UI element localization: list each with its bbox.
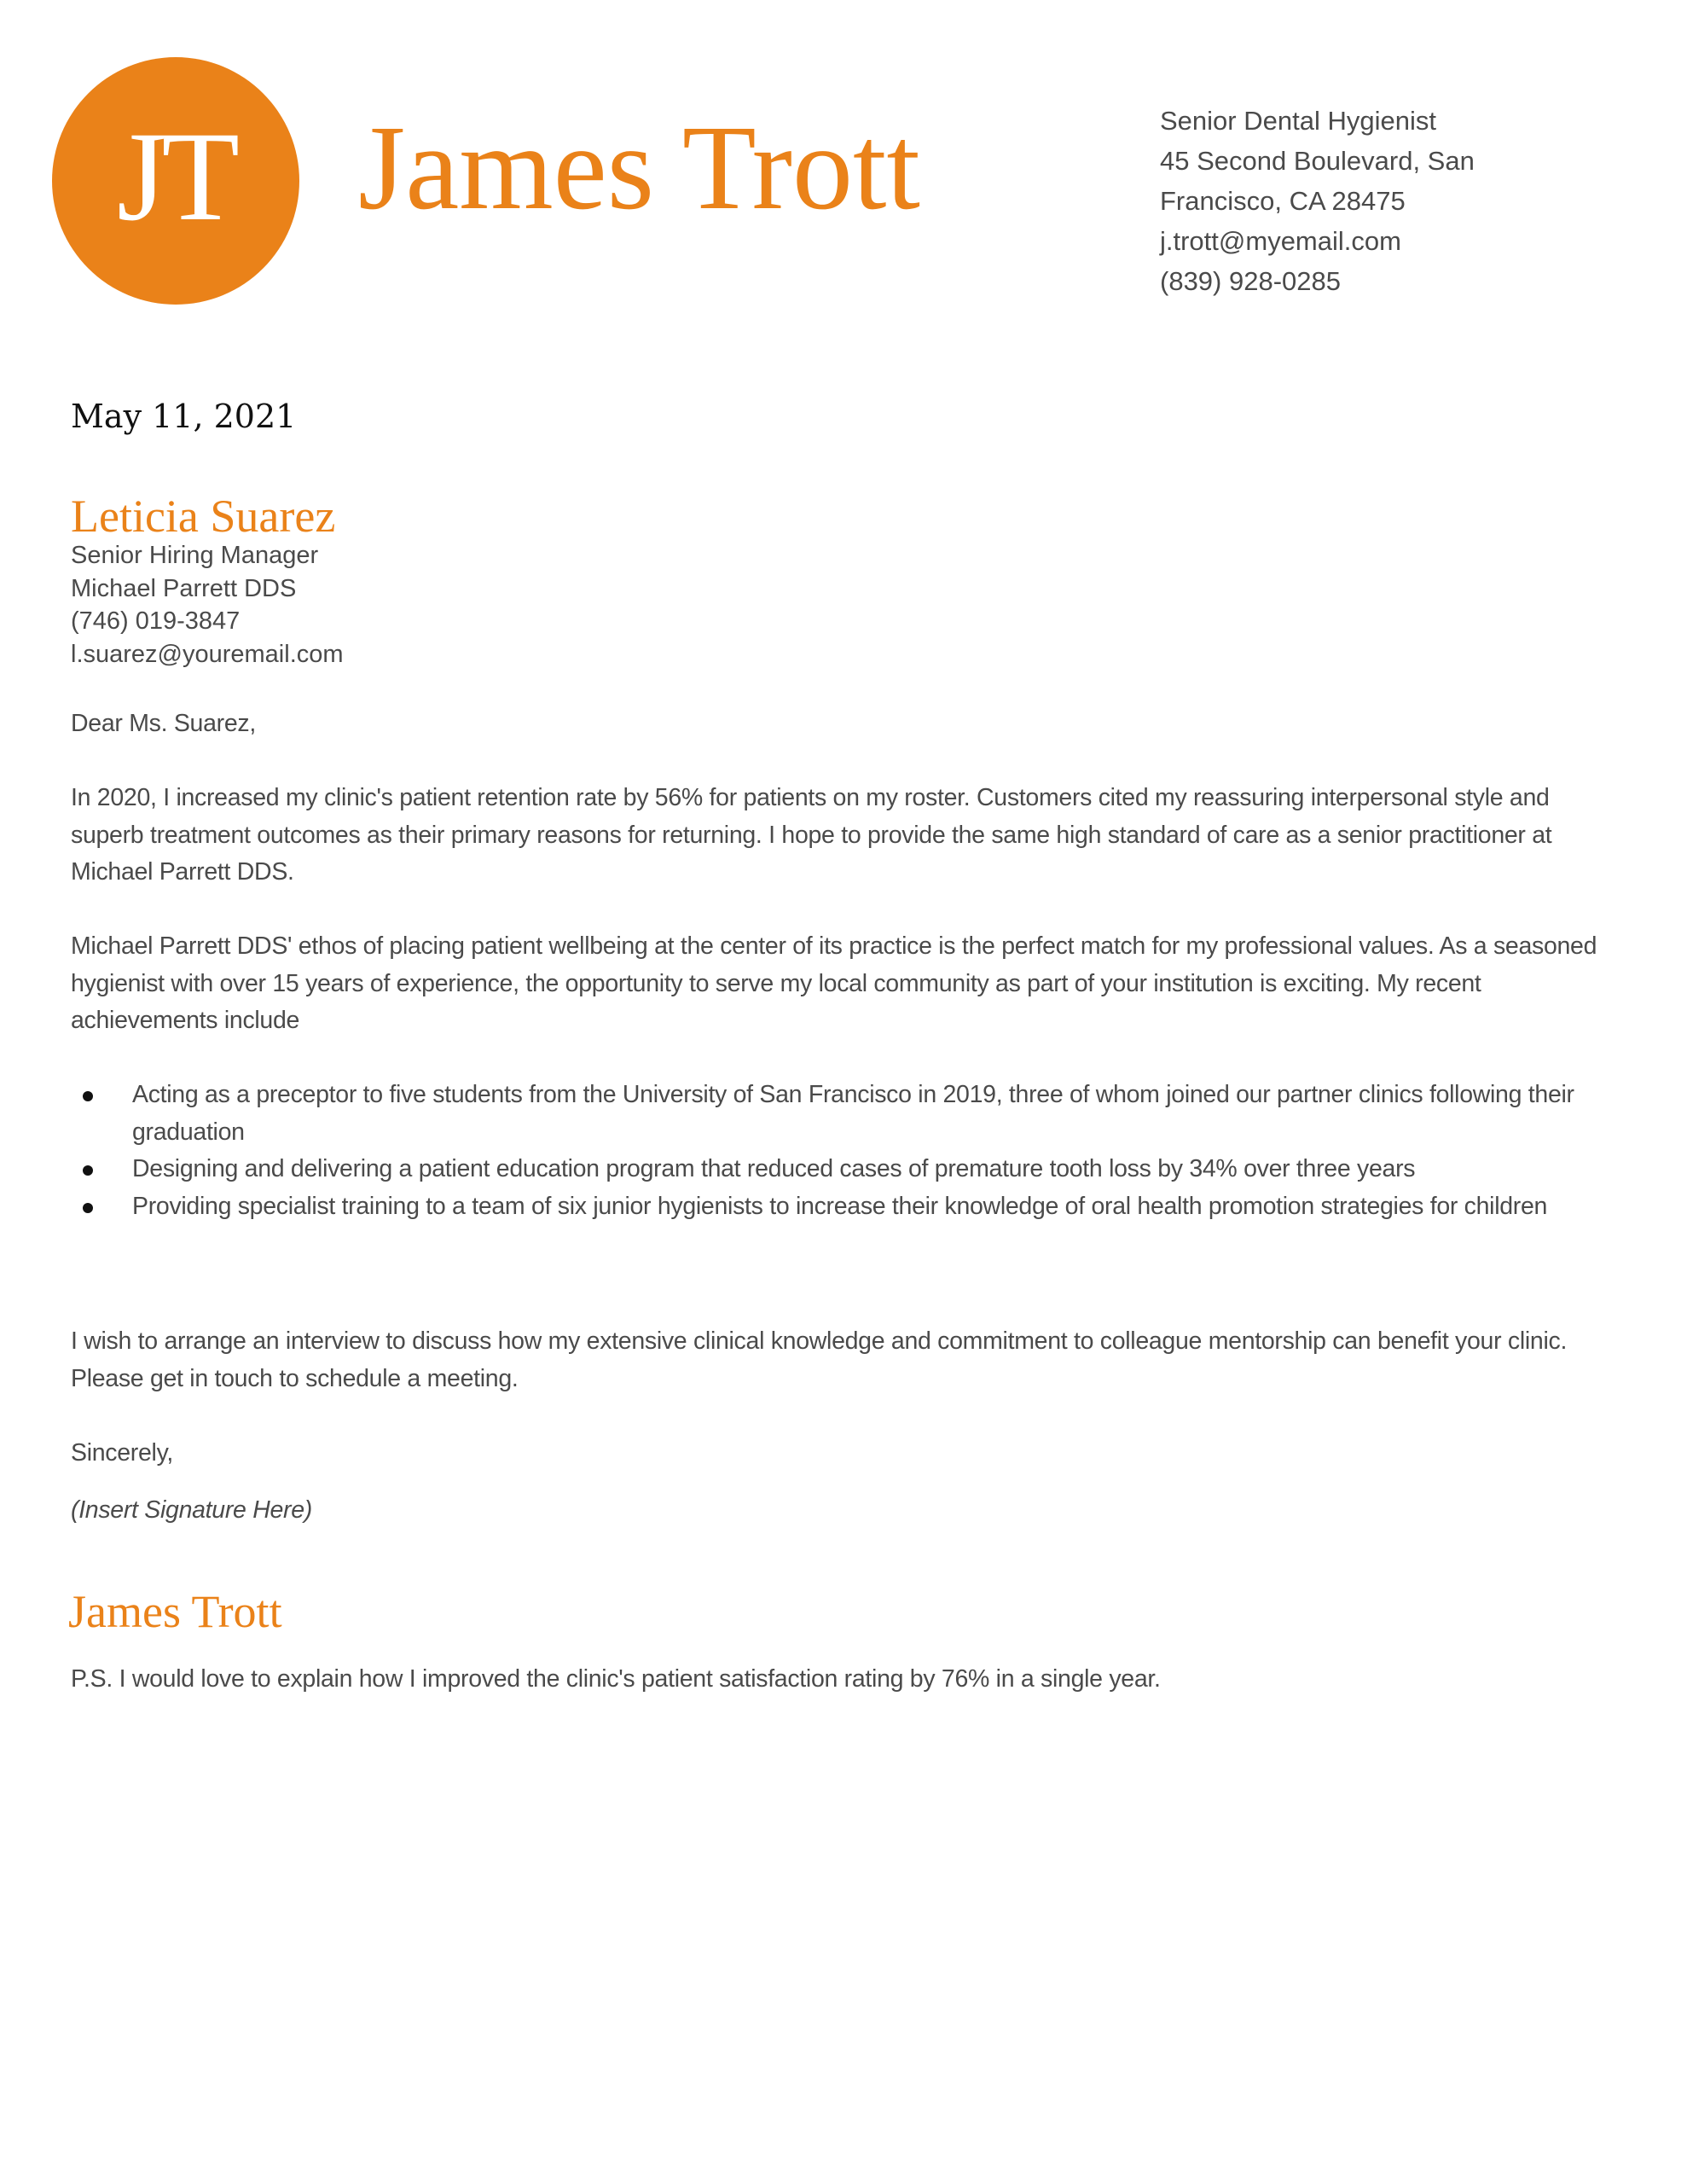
recipient-email: l.suarez@youremail.com [71,641,344,669]
paragraph-3: I wish to arrange an interview to discuss how my extensive clinical knowledge and commitment to colleague mentorship can benefit your clinic. Please get in touch to schedule a meeting. [71,1327,1568,1392]
sender-address-line1: 45 Second Boulevard, San [1160,146,1475,176]
monogram-badge [52,57,299,305]
recipient-phone: (746) 019-3847 [71,607,241,636]
signature-placeholder: (Insert Signature Here) [71,1496,312,1524]
closing: Sincerely, [71,1439,174,1467]
paragraph-1: In 2020, I increased my clinic's patient retention rate by 56% for patients on my roster. Customers cited my reassuring interpersonal style and superb treatment outcomes as their primary reasons for returning. I hope to provide the same high standard of care as a senior practitioner at Michael Parrett DDS. [71,784,1552,886]
salutation: Dear Ms. Suarez, [71,710,256,737]
sender-address-line2: Francisco, CA 28475 [1160,186,1406,216]
recipient-company: Michael Parrett DDS [71,574,297,602]
signoff-name: James Trott [68,1586,282,1637]
list-item: Providing specialist training to a team of six junior hygienists to increase their knowledge of oral health promotion strategies for children [71,1188,1606,1226]
postscript: P.S. I would love to explain how I improved the clinic's patient satisfaction rating by 76% in a single year. [71,1665,1161,1693]
sender-title: Senior Dental Hygienist [1160,106,1436,136]
letter-date: May 11, 2021 [71,398,297,435]
paragraph-2: Michael Parrett DDS' ethos of placing patient wellbeing at the center of its practice is the perfect match for my professional values. As a seasoned hygienist with over 15 years of experience, the opportunity to serve my local community as part of your institution is exciting. My recent achievements include [71,932,1597,1035]
monogram-text: JT [117,106,235,247]
list-item: Designing and delivering a patient education program that reduced cases of premature tooth loss by 34% over three years [71,1151,1606,1188]
sender-email: j.trott@myemail.com [1160,226,1401,256]
recipient-name: Leticia Suarez [71,491,336,542]
recipient-title: Senior Hiring Manager [71,542,319,569]
sender-phone: (839) 928-0285 [1160,266,1341,296]
recipient-details [71,539,344,671]
list-item: Acting as a preceptor to five students from the University of San Francisco in 2019, three of whom joined our partner clinics following their graduation [71,1077,1606,1151]
sender-contact [1160,101,1501,301]
header-name: James Trott [358,100,920,235]
achievements-list [71,1077,1606,1225]
